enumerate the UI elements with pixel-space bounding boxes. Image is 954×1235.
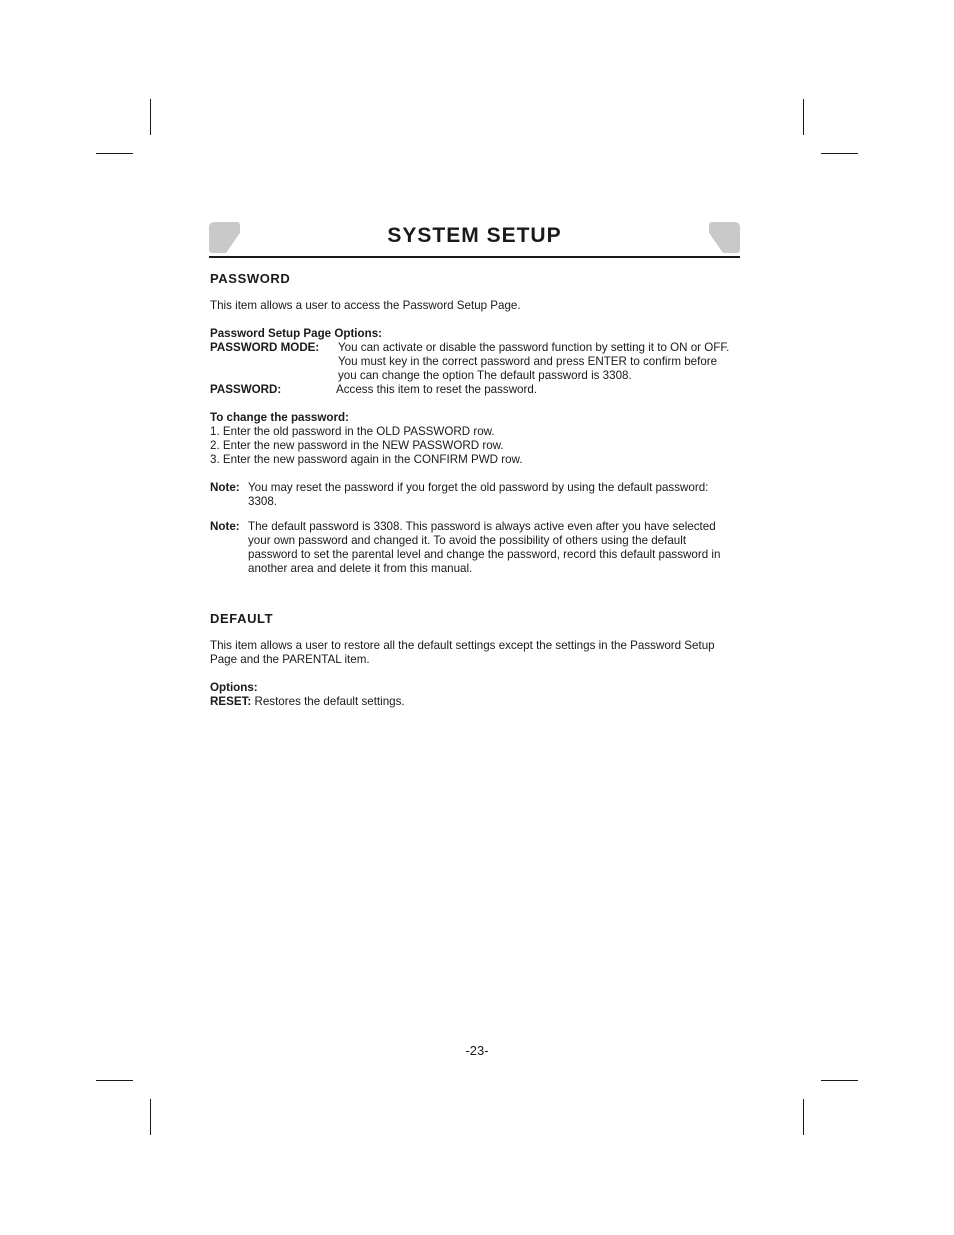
password-options-label: Password Setup Page Options: bbox=[210, 327, 383, 340]
page-header bbox=[209, 220, 740, 258]
header-rule bbox=[209, 256, 740, 258]
step-item: 3. Enter the new password again in the CONFIRM PWD row. bbox=[210, 453, 523, 466]
option-desc: You can activate or disable the password function by setting it to ON or OFF. You must key in the correct password and press ENTER to confirm before you can change the option The default password is 3308. bbox=[338, 341, 730, 382]
reset-term: RESET: bbox=[210, 695, 252, 708]
crop-mark-bottom-right-v bbox=[803, 1099, 804, 1135]
password-intro: This item allows a user to access the Password Setup Page. bbox=[210, 299, 521, 312]
page-title: SYSTEM SETUP bbox=[387, 224, 562, 247]
default-options-label: Options: bbox=[210, 681, 258, 694]
crop-mark-bottom-right-h bbox=[821, 1080, 858, 1081]
default-heading: DEFAULT bbox=[210, 611, 274, 626]
crop-mark-bottom-left-v bbox=[150, 1099, 151, 1135]
note-label: Note: bbox=[210, 481, 240, 494]
header-tab-right bbox=[709, 222, 740, 253]
reset-desc: Restores the default settings. bbox=[254, 695, 405, 708]
password-heading: PASSWORD bbox=[210, 271, 291, 286]
note-reset bbox=[210, 481, 730, 509]
document-body bbox=[210, 270, 730, 709]
note-default-password bbox=[210, 520, 730, 576]
step-item: 1. Enter the old password in the OLD PASSWORD row. bbox=[210, 425, 495, 438]
option-term: PASSWORD: bbox=[210, 383, 282, 396]
crop-mark-bottom-left-h bbox=[96, 1080, 133, 1081]
crop-mark-top-left-h bbox=[96, 153, 133, 154]
page-number: -23- bbox=[465, 1043, 489, 1058]
option-password bbox=[210, 383, 730, 397]
change-password-label: To change the password: bbox=[210, 411, 349, 424]
step-item: 2. Enter the new password in the NEW PASSWORD row. bbox=[210, 439, 504, 452]
crop-mark-top-left-v bbox=[150, 99, 151, 135]
option-desc: Access this item to reset the password. bbox=[336, 383, 538, 396]
crop-mark-top-right-v bbox=[803, 99, 804, 135]
default-intro: This item allows a user to restore all the default settings except the settings in the Password Setup Page and the PARENTAL item. bbox=[210, 639, 715, 666]
note-label: Note: bbox=[210, 520, 240, 533]
note-text: You may reset the password if you forget the old password by using the default password: 3308. bbox=[248, 481, 709, 508]
option-term: PASSWORD MODE: bbox=[210, 341, 320, 354]
option-password-mode bbox=[210, 341, 730, 383]
option-reset bbox=[210, 695, 730, 709]
note-text: The default password is 3308. This password is always active even after you have selected your own password and changed it. To avoid the possibility of others using the default password to set the parental level and change the password, record this default password in another area and delete it from this manual. bbox=[248, 520, 721, 575]
crop-mark-top-right-h bbox=[821, 153, 858, 154]
